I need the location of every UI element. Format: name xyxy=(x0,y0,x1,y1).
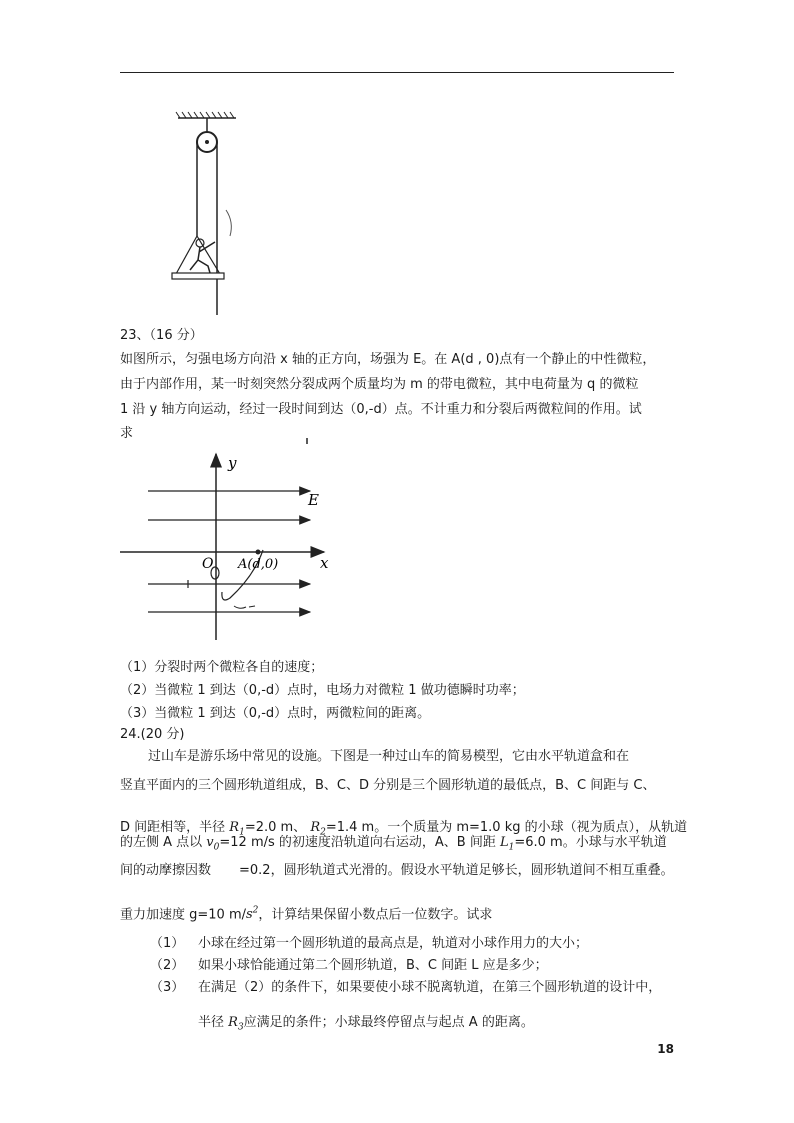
q24-item-3-continuation xyxy=(198,1010,534,1041)
l1-symbol: $L_1$ xyxy=(499,835,515,853)
text-segment: D 间距相等，半径 xyxy=(120,820,230,835)
v0-symbol: $v_0$ xyxy=(206,835,220,853)
text-segment: =12 m/s 的初速度沿轨道向右运动，A、B 间距 xyxy=(219,835,500,850)
header-rule xyxy=(120,72,674,73)
text-segment: =6.0 m。小球与水平轨道 xyxy=(514,835,667,850)
q23-body-line: 如图所示，匀强电场方向沿 x 轴的正方向，场强为 E。在 A(d , 0)点有一个静止的中性微粒， xyxy=(120,352,656,367)
q24-item-1-number: （1） xyxy=(150,936,185,951)
q23-question-2: （2）当微粒 1 到达（0,-d）点时，电场力对微粒 1 做功德瞬时功率； xyxy=(120,683,525,698)
q24-paragraph-line: 过山车是游乐场中常见的设施。下图是一种过山车的简易模型，它由水平轨道盒和在 xyxy=(148,749,630,764)
origin-label: O xyxy=(202,556,214,572)
q24-item-2-number: （2） xyxy=(150,958,185,973)
r3-symbol: $R_3$ xyxy=(228,1015,244,1033)
text-segment: 重力加速度 g=10 m/ xyxy=(120,907,246,923)
text-segment: 半径 xyxy=(198,1015,229,1030)
s2-symbol: $s^2$ xyxy=(246,906,259,923)
r1-symbol: $R_1$ xyxy=(229,820,245,838)
q24-item-3-number: （3） xyxy=(150,980,185,995)
q24-paragraph-line: 竖直平面内的三个圆形轨道组成，B、C、D 分别是三个圆形轨道的最低点，B、C 间距与 C、 xyxy=(120,778,656,793)
q23-body-line: 由于内部作用，某一时刻突然分裂成两个质量均为 m 的带电微粒，其中电荷量为 q 的微粒 xyxy=(120,377,639,392)
q23-question-1: （1）分裂时两个微粒各自的速度； xyxy=(120,660,324,675)
q24-header: 24.(20 分) xyxy=(120,727,185,742)
q23-body-line: 1 沿 y 轴方向运动，经过一段时间到达（0,-d）点。不计重力和分裂后两微粒间的作用。试 xyxy=(120,402,642,417)
q24-paragraph-line-velocity xyxy=(120,830,667,861)
text-segment: =1.4 m。一个质量为 m=1.0 kg 的小球（视为质点），从轨道 xyxy=(325,820,688,835)
q24-item-2-text: 如果小球恰能通过第二个圆形轨道，B、C 间距 L 应是多少； xyxy=(198,958,548,973)
point-a-label: A(d,0) xyxy=(238,557,279,572)
q23-body-line: 求 xyxy=(120,426,134,441)
r2-symbol: $R_2$ xyxy=(310,820,326,838)
q23-question-3: （3）当微粒 1 到达（0,-d）点时，两微粒间的距离。 xyxy=(120,706,431,721)
x-axis-label: x xyxy=(320,554,329,572)
q24-item-1-text: 小球在经过第一个圆形轨道的最高点是，轨道对小球作用力的大小； xyxy=(198,936,589,951)
q24-paragraph-line-friction xyxy=(120,858,674,884)
text-segment: ，计算结果保留小数点后一位数字。试求 xyxy=(258,907,493,923)
electric-field-figure xyxy=(118,438,348,643)
pulley-figure xyxy=(160,110,260,320)
q24-paragraph-line-gravity xyxy=(120,898,492,928)
text-segment: 应满足的条件；小球最终停留点与起点 A 的距离。 xyxy=(243,1015,534,1030)
text-segment: 间的动摩擦因数 xyxy=(120,863,212,878)
text-segment: =0.2，圆形轨道式光滑的。假设水平轨道足够长，圆形轨道间不相互重叠。 xyxy=(239,863,674,878)
field-label: E xyxy=(308,491,319,509)
text-segment: =2.0 m、 xyxy=(244,820,311,835)
page-number: 18 xyxy=(657,1042,674,1056)
q24-item-3-text: 在满足（2）的条件下，如果要使小球不脱离轨道，在第三个圆形轨道的设计中， xyxy=(198,980,662,995)
q23-header: 23、（16 分） xyxy=(120,328,203,343)
text-segment: 的左侧 A 点以 xyxy=(120,835,207,850)
y-axis-label: y xyxy=(228,454,237,472)
